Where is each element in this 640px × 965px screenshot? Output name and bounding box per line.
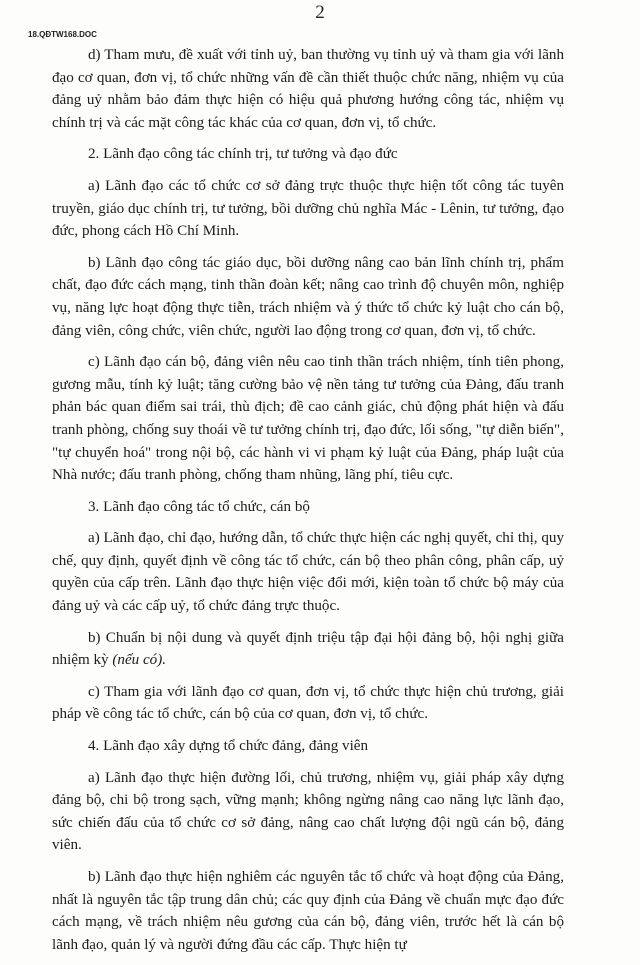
page-number: 2	[315, 2, 325, 23]
document-file-code: 18.QĐTW168.DOC	[28, 30, 97, 39]
paragraph-4b: b) Lãnh đạo thực hiện nghiêm các nguyên tắc tổ chức và hoạt động của Đảng, nhất là nguyên tắc tập trung dân chủ; các quy định của Đảng về chuẩn mực đạo đức cách mạng, về trách nhiệm nêu gương của cán bộ, đảng viên, trước hết là cán bộ lãnh đạo, quản lý và người đứng đầu các cấp. Thực hiện tự	[52, 869, 564, 953]
paragraph-2c: c) Lãnh đạo cán bộ, đảng viên nêu cao tinh thần trách nhiệm, tính tiên phong, gương mẫu, tính kỷ luật; tăng cường bảo vệ nền tảng tư tưởng của Đảng, đấu tranh phản bác quan điểm sai trái, thù địch; đề cao cảnh giác, chủ động phát hiện và đấu tranh phòng, chống suy thoái về tư tưởng chính trị, đạo đức, lối sống, "tự diễn biến", "tự chuyển hoá" trong nội bộ, các hành vi vi phạm kỷ luật của Đảng, pháp luật của Nhà nước; đấu tranh phòng, chống tham nhũng, lãng phí, tiêu cực.	[52, 354, 564, 484]
paragraph-3b	[52, 627, 564, 672]
paragraph-2a: a) Lãnh đạo các tổ chức cơ sở đảng trực thuộc thực hiện tốt công tác tuyên truyền, giáo dục chính trị, tư tưởng, bồi dưỡng chủ nghĩa Mác - Lênin, tư tưởng, đạo đức, phong cách Hồ Chí Minh.	[52, 177, 564, 240]
paragraph-3b-text: b) Chuẩn bị nội dung và quyết định triệu tập đại hội đảng bộ, hội nghị giữa nhiệm kỳ	[52, 629, 564, 669]
document-body	[52, 44, 564, 965]
paragraph-3b-note: (nếu có).	[112, 652, 167, 669]
paragraph-4a: a) Lãnh đạo thực hiện đường lối, chủ trương, nhiệm vụ, giải pháp xây dựng đảng bộ, chi bộ trong sạch, vững mạnh; không ngừng nâng cao năng lực lãnh đạo, sức chiến đấu của tổ chức cơ sở đảng, nâng cao chất lượng đội ngũ cán bộ, đảng viên.	[52, 769, 564, 854]
paragraph-d-advise: d) Tham mưu, đề xuất với tỉnh uỷ, ban thường vụ tỉnh uỷ và tham gia với lãnh đạo cơ quan, đơn vị, tổ chức những vấn đề cần thiết thuộc chức năng, nhiệm vụ của đảng uỷ nhằm bảo đảm thực hiện có hiệu quả phương hướng công tác, nhiệm vụ chính trị và các mặt công tác khác của cơ quan, đơn vị, tổ chức.	[52, 47, 564, 131]
section-heading-4: 4. Lãnh đạo xây dựng tổ chức đảng, đảng viên	[88, 738, 369, 755]
paragraph-3a: a) Lãnh đạo, chỉ đạo, hướng dẫn, tổ chức thực hiện các nghị quyết, chỉ thị, quy chế, quy định, quyết định về công tác tổ chức, cán bộ theo phân công, phân cấp, uỷ quyền của cấp trên. Lãnh đạo thực hiện việc đổi mới, kiện toàn tổ chức bộ máy của đảng uỷ và các cấp uỷ, tổ chức đảng trực thuộc.	[52, 530, 564, 615]
section-heading-3: 3. Lãnh đạo công tác tổ chức, cán bộ	[88, 498, 310, 515]
paragraph-2b: b) Lãnh đạo công tác giáo dục, bồi dưỡng nâng cao bản lĩnh chính trị, phẩm chất, đạo đức cách mạng, tinh thần đoàn kết; nâng cao trình độ chuyên môn, nghiệp vụ, năng lực hoạt động thực tiễn, trách nhiệm và ý thức tổ chức kỷ luật cho cán bộ, đảng viên, công chức, viên chức, người lao động trong cơ quan, đơn vị, tổ chức.	[52, 254, 564, 339]
section-heading-2: 2. Lãnh đạo công tác chính trị, tư tưởng và đạo đức	[88, 146, 398, 163]
paragraph-3c: c) Tham gia với lãnh đạo cơ quan, đơn vị, tổ chức thực hiện chủ trương, giải pháp về công tác tổ chức, cán bộ của cơ quan, đơn vị, tổ chức.	[52, 683, 564, 723]
